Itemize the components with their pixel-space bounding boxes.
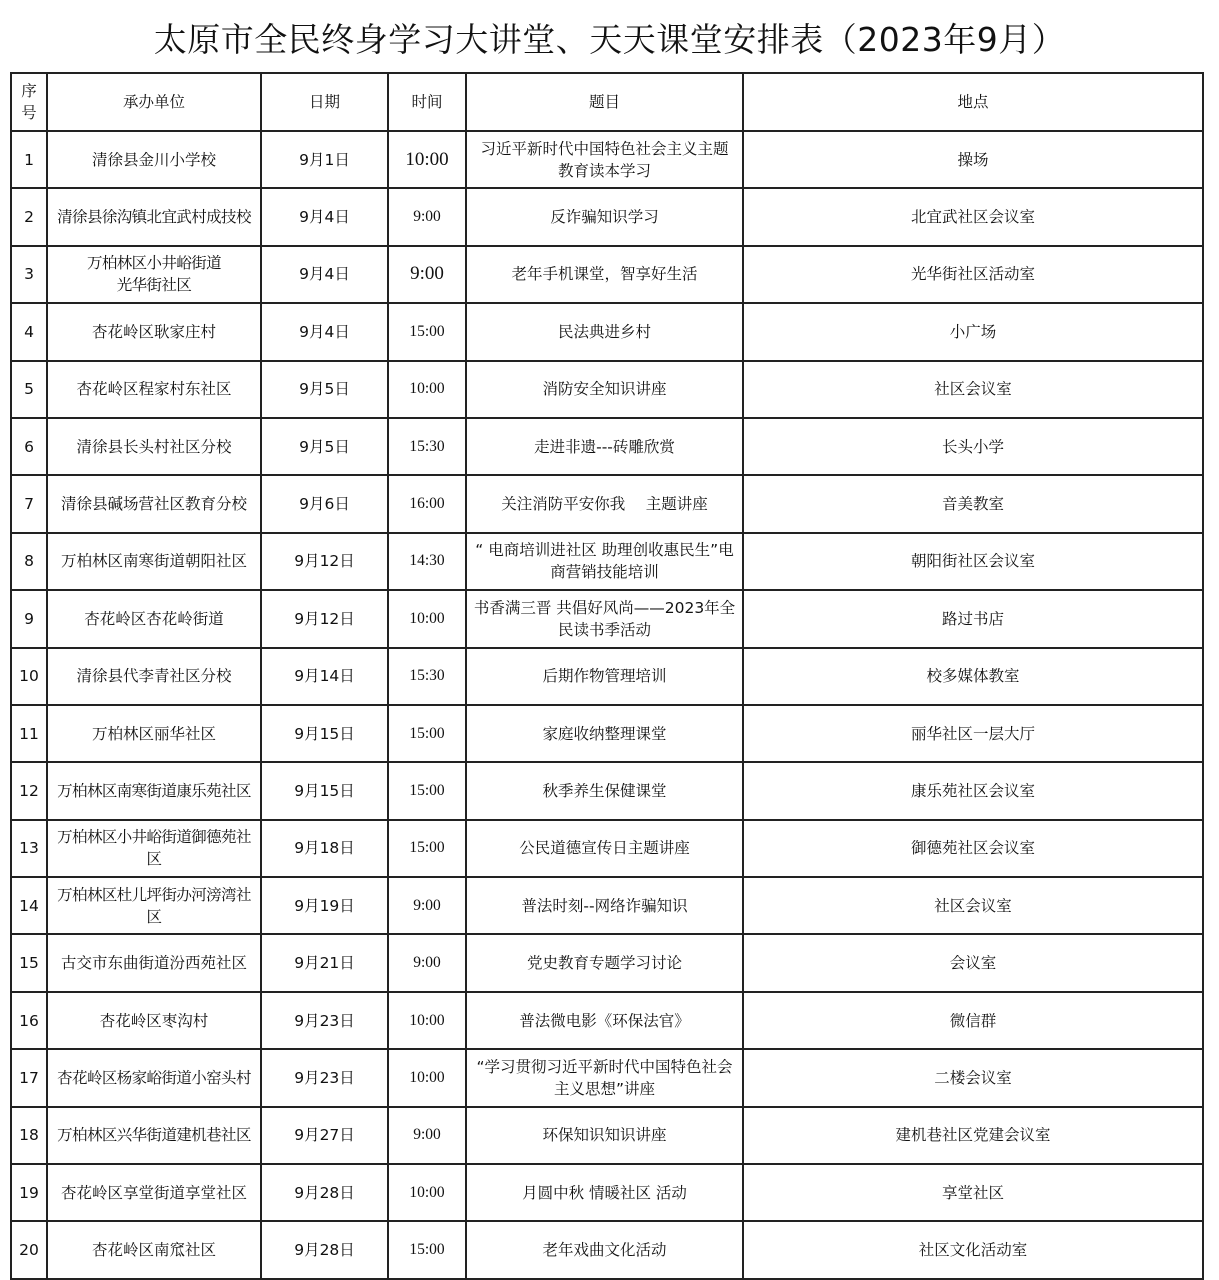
row-time: 15:00 xyxy=(388,820,466,877)
row-index: 4 xyxy=(11,303,47,360)
row-location: 丽华社区一层大厅 xyxy=(743,705,1203,762)
row-organizer: 杏花岭区杨家峪街道小窑头村 xyxy=(47,1049,261,1106)
row-time: 14:30 xyxy=(388,533,466,590)
header-date: 日期 xyxy=(261,73,388,131)
row-location: 社区会议室 xyxy=(743,361,1203,418)
row-date: 9月14日 xyxy=(261,648,388,705)
row-index: 10 xyxy=(11,648,47,705)
row-topic: 书香满三晋 共倡好风尚——2023年全 民读书季活动 xyxy=(466,590,743,647)
row-location: 二楼会议室 xyxy=(743,1049,1203,1106)
row-organizer: 万柏林区小井峪街道 光华街社区 xyxy=(47,246,261,303)
row-organizer: 杏花岭区耿家庄村 xyxy=(47,303,261,360)
row-location: 社区会议室 xyxy=(743,877,1203,934)
row-date: 9月21日 xyxy=(261,934,388,991)
row-topic: 习近平新时代中国特色社会主义主题 教育读本学习 xyxy=(466,131,743,188)
row-location: 会议室 xyxy=(743,934,1203,991)
row-location: 微信群 xyxy=(743,992,1203,1049)
row-index: 18 xyxy=(11,1107,47,1164)
table-row xyxy=(11,533,1203,590)
table-row xyxy=(11,877,1203,934)
row-time: 9:00 xyxy=(388,188,466,245)
table-row xyxy=(11,418,1203,475)
row-index: 12 xyxy=(11,762,47,819)
row-location: 朝阳街社区会议室 xyxy=(743,533,1203,590)
row-time: 15:00 xyxy=(388,762,466,819)
row-topic: 普法时刻--网络诈骗知识 xyxy=(466,877,743,934)
row-location: 音美教室 xyxy=(743,475,1203,532)
row-time: 10:00 xyxy=(388,590,466,647)
row-location: 享堂社区 xyxy=(743,1164,1203,1221)
row-date: 9月12日 xyxy=(261,590,388,647)
row-date: 9月18日 xyxy=(261,820,388,877)
table-row xyxy=(11,1049,1203,1106)
row-date: 9月23日 xyxy=(261,992,388,1049)
row-index: 8 xyxy=(11,533,47,590)
row-index: 7 xyxy=(11,475,47,532)
header-location: 地点 xyxy=(743,73,1203,131)
row-time: 16:00 xyxy=(388,475,466,532)
row-topic: 环保知识知识讲座 xyxy=(466,1107,743,1164)
row-index: 20 xyxy=(11,1221,47,1278)
table-row xyxy=(11,705,1203,762)
row-index: 2 xyxy=(11,188,47,245)
header-index: 序号 xyxy=(11,73,47,131)
row-organizer: 万柏林区杜儿坪街办河滂湾社 区 xyxy=(47,877,261,934)
row-date: 9月1日 xyxy=(261,131,388,188)
row-time: 9:00 xyxy=(388,1107,466,1164)
row-topic: 老年手机课堂，智享好生活 xyxy=(466,246,743,303)
row-organizer: 清徐县代李青社区分校 xyxy=(47,648,261,705)
row-time: 10:00 xyxy=(388,1164,466,1221)
row-date: 9月27日 xyxy=(261,1107,388,1164)
row-index: 5 xyxy=(11,361,47,418)
row-topic: 民法典进乡村 xyxy=(466,303,743,360)
row-index: 11 xyxy=(11,705,47,762)
row-organizer: 万柏林区丽华社区 xyxy=(47,705,261,762)
table-row xyxy=(11,590,1203,647)
row-time: 15:00 xyxy=(388,705,466,762)
row-topic: “ 电商培训进社区 助理创收惠民生”电 商营销技能培训 xyxy=(466,533,743,590)
row-date: 9月5日 xyxy=(261,361,388,418)
row-date: 9月28日 xyxy=(261,1221,388,1278)
schedule-table xyxy=(10,72,1204,1280)
row-date: 9月4日 xyxy=(261,303,388,360)
row-topic: 老年戏曲文化活动 xyxy=(466,1221,743,1278)
row-date: 9月15日 xyxy=(261,705,388,762)
row-date: 9月28日 xyxy=(261,1164,388,1221)
row-index: 19 xyxy=(11,1164,47,1221)
row-location: 北宜武社区会议室 xyxy=(743,188,1203,245)
table-header-row xyxy=(11,73,1203,131)
header-time: 时间 xyxy=(388,73,466,131)
row-index: 16 xyxy=(11,992,47,1049)
row-location: 康乐苑社区会议室 xyxy=(743,762,1203,819)
row-topic: 消防安全知识讲座 xyxy=(466,361,743,418)
row-location: 御德苑社区会议室 xyxy=(743,820,1203,877)
row-index: 17 xyxy=(11,1049,47,1106)
row-topic: 党史教育专题学习讨论 xyxy=(466,934,743,991)
table-row xyxy=(11,361,1203,418)
row-topic: 反诈骗知识学习 xyxy=(466,188,743,245)
row-time: 10:00 xyxy=(388,361,466,418)
table-row xyxy=(11,992,1203,1049)
row-topic: 普法微电影《环保法官》 xyxy=(466,992,743,1049)
row-date: 9月23日 xyxy=(261,1049,388,1106)
row-location: 社区文化活动室 xyxy=(743,1221,1203,1278)
row-time: 15:00 xyxy=(388,303,466,360)
row-index: 9 xyxy=(11,590,47,647)
row-organizer: 清徐县碱场营社区教育分校 xyxy=(47,475,261,532)
row-organizer: 清徐县长头村社区分校 xyxy=(47,418,261,475)
row-date: 9月4日 xyxy=(261,246,388,303)
row-date: 9月4日 xyxy=(261,188,388,245)
row-time: 9:00 xyxy=(388,246,466,303)
row-index: 6 xyxy=(11,418,47,475)
row-organizer: 万柏林区兴华街道建机巷社区 xyxy=(47,1107,261,1164)
row-date: 9月15日 xyxy=(261,762,388,819)
row-time: 9:00 xyxy=(388,877,466,934)
row-location: 光华街社区活动室 xyxy=(743,246,1203,303)
row-topic: 秋季养生保健课堂 xyxy=(466,762,743,819)
row-topic: 走进非遗---砖雕欣赏 xyxy=(466,418,743,475)
row-location: 长头小学 xyxy=(743,418,1203,475)
row-organizer: 杏花岭区南窊社区 xyxy=(47,1221,261,1278)
row-topic: 后期作物管理培训 xyxy=(466,648,743,705)
row-time: 10:00 xyxy=(388,131,466,188)
header-topic: 题目 xyxy=(466,73,743,131)
table-row xyxy=(11,303,1203,360)
row-topic: 月圆中秋 情暖社区 活动 xyxy=(466,1164,743,1221)
row-topic: “学习贯彻习近平新时代中国特色社会 主义思想”讲座 xyxy=(466,1049,743,1106)
row-time: 9:00 xyxy=(388,934,466,991)
row-organizer: 杏花岭区程家村东社区 xyxy=(47,361,261,418)
row-organizer: 万柏林区南寒街道康乐苑社区 xyxy=(47,762,261,819)
row-date: 9月19日 xyxy=(261,877,388,934)
row-index: 13 xyxy=(11,820,47,877)
table-body xyxy=(11,131,1203,1279)
row-time: 15:30 xyxy=(388,648,466,705)
table-row xyxy=(11,475,1203,532)
row-index: 14 xyxy=(11,877,47,934)
row-topic: 公民道德宣传日主题讲座 xyxy=(466,820,743,877)
table-row xyxy=(11,934,1203,991)
row-location: 小广场 xyxy=(743,303,1203,360)
row-organizer: 古交市东曲街道汾西苑社区 xyxy=(47,934,261,991)
row-organizer: 清徐县金川小学校 xyxy=(47,131,261,188)
row-topic: 关注消防平安你我 主题讲座 xyxy=(466,475,743,532)
table-row xyxy=(11,188,1203,245)
table-row xyxy=(11,762,1203,819)
row-time: 15:00 xyxy=(388,1221,466,1278)
row-organizer: 杏花岭区享堂街道享堂社区 xyxy=(47,1164,261,1221)
table-row xyxy=(11,246,1203,303)
row-date: 9月5日 xyxy=(261,418,388,475)
row-time: 10:00 xyxy=(388,992,466,1049)
row-organizer: 万柏林区南寒街道朝阳社区 xyxy=(47,533,261,590)
table-row xyxy=(11,820,1203,877)
row-index: 1 xyxy=(11,131,47,188)
row-time: 10:00 xyxy=(388,1049,466,1106)
table-row xyxy=(11,1164,1203,1221)
table-row xyxy=(11,131,1203,188)
row-location: 校多媒体教室 xyxy=(743,648,1203,705)
row-index: 15 xyxy=(11,934,47,991)
row-date: 9月12日 xyxy=(261,533,388,590)
row-location: 建机巷社区党建会议室 xyxy=(743,1107,1203,1164)
table-row xyxy=(11,1107,1203,1164)
row-organizer: 清徐县徐沟镇北宜武村成技校 xyxy=(47,188,261,245)
row-index: 3 xyxy=(11,246,47,303)
row-topic: 家庭收纳整理课堂 xyxy=(466,705,743,762)
page-title: 太原市全民终身学习大讲堂、天天课堂安排表（2023年9月） xyxy=(153,20,1066,59)
row-location: 操场 xyxy=(743,131,1203,188)
row-time: 15:30 xyxy=(388,418,466,475)
row-organizer: 杏花岭区枣沟村 xyxy=(47,992,261,1049)
row-organizer: 万柏林区小井峪街道御德苑社 区 xyxy=(47,820,261,877)
row-location: 路过书店 xyxy=(743,590,1203,647)
row-date: 9月6日 xyxy=(261,475,388,532)
header-organizer: 承办单位 xyxy=(47,73,261,131)
row-organizer: 杏花岭区杏花岭街道 xyxy=(47,590,261,647)
table-row xyxy=(11,648,1203,705)
table-row xyxy=(11,1221,1203,1278)
